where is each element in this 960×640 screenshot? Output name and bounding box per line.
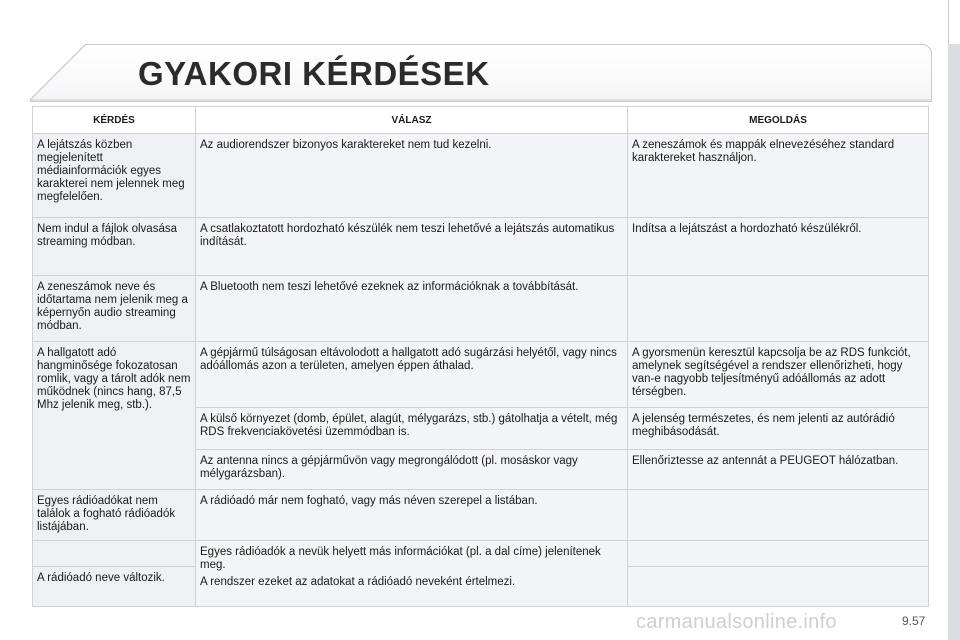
- answer-cell: A csatlakoztatott hordozható készülék nem teszi lehetővé a lejátszás automatikus indítását.: [196, 218, 628, 276]
- answer-paragraph: Egyes rádióadók a nevük helyett más információkat (pl. a dal címe) jelenítenek meg.: [200, 546, 601, 571]
- answer-cell: A külső környezet (domb, épület, alagút, mélygarázs, stb.) gátolhatja a vételt, még RDS frekvenciakövetési üzemmódban is.: [196, 408, 628, 450]
- solution-cell: Indítsa a lejátszást a hordozható készülékről.: [628, 218, 929, 276]
- table-row: [33, 490, 929, 541]
- answer-cell: A Bluetooth nem teszi lehetővé ezeknek az információknak a továbbítását.: [196, 276, 628, 342]
- answer-cell: Az antenna nincs a gépjárművön vagy megrongálódott (pl. mosáskor vagy mélygarázsban).: [196, 450, 628, 490]
- page-edge-strip: [948, 44, 960, 640]
- page-title: GYAKORI KÉRDÉSEK: [138, 55, 490, 92]
- question-cell: A zeneszámok neve és időtartama nem jelenik meg a képernyőn audio streaming módban.: [33, 276, 196, 342]
- page-number: 9.57: [902, 614, 926, 628]
- faq-table: [32, 106, 929, 607]
- answer-paragraph: A rendszer ezeket az adatokat a rádióadó neveként értelmezi.: [200, 576, 516, 588]
- question-cell: [33, 541, 196, 567]
- column-header-answer: VÁLASZ: [196, 107, 628, 134]
- question-cell: Egyes rádióadókat nem találok a fogható rádióadók listájában.: [33, 490, 196, 541]
- column-header-solution: MEGOLDÁS: [628, 107, 929, 134]
- solution-cell: [628, 541, 929, 567]
- answer-cell: A gépjármű túlságosan eltávolodott a hallgatott adó sugárzási helyétől, vagy nincs adóállomás azon a területen, amelyen éppen áthalad.: [196, 342, 628, 408]
- table-row: [33, 276, 929, 342]
- solution-cell: A jelenség természetes, és nem jelenti az autórádió meghibásodását.: [628, 408, 929, 450]
- question-cell: A rádióadó neve változik.: [33, 567, 196, 607]
- answer-cell: Az audiorendszer bizonyos karaktereket nem tud kezelni.: [196, 134, 628, 218]
- solution-cell: Ellenőriztesse az antennát a PEUGEOT hálózatban.: [628, 450, 929, 490]
- answer-cell: [196, 541, 628, 607]
- solution-cell: [628, 567, 929, 607]
- column-header-question: KÉRDÉS: [33, 107, 196, 134]
- question-cell: A lejátszás közben megjelenített médiainformációk egyes karakterei nem jelennek meg megfelelően.: [33, 134, 196, 218]
- faq-table-wrap: [32, 106, 928, 607]
- watermark-text: carmanualsonline.info: [636, 611, 837, 633]
- table-row: [33, 541, 929, 567]
- header-corner-fold: [30, 44, 86, 100]
- solution-cell: [628, 276, 929, 342]
- table-row: [33, 342, 929, 408]
- table-row: [33, 218, 929, 276]
- answer-cell: A rádióadó már nem fogható, vagy más néven szerepel a listában.: [196, 490, 628, 541]
- solution-cell: [628, 490, 929, 541]
- question-cell: A hallgatott adó hangminősége fokozatosan romlik, vagy a tárolt adók nem működnek (nincs hang, 87,5 Mhz jelenik meg, stb.).: [33, 342, 196, 490]
- question-cell: Nem indul a fájlok olvasása streaming módban.: [33, 218, 196, 276]
- table-row: [33, 134, 929, 218]
- table-header-row: [33, 107, 929, 134]
- solution-cell: A zeneszámok és mappák elnevezéséhez standard karaktereket használjon.: [628, 134, 929, 218]
- solution-cell: A gyorsmenün keresztül kapcsolja be az RDS funkciót, amelynek segítségével a rendszer ellenőrizheti, hogy van-e nagyobb teljesítményű adóállomás az adott térségben.: [628, 342, 929, 408]
